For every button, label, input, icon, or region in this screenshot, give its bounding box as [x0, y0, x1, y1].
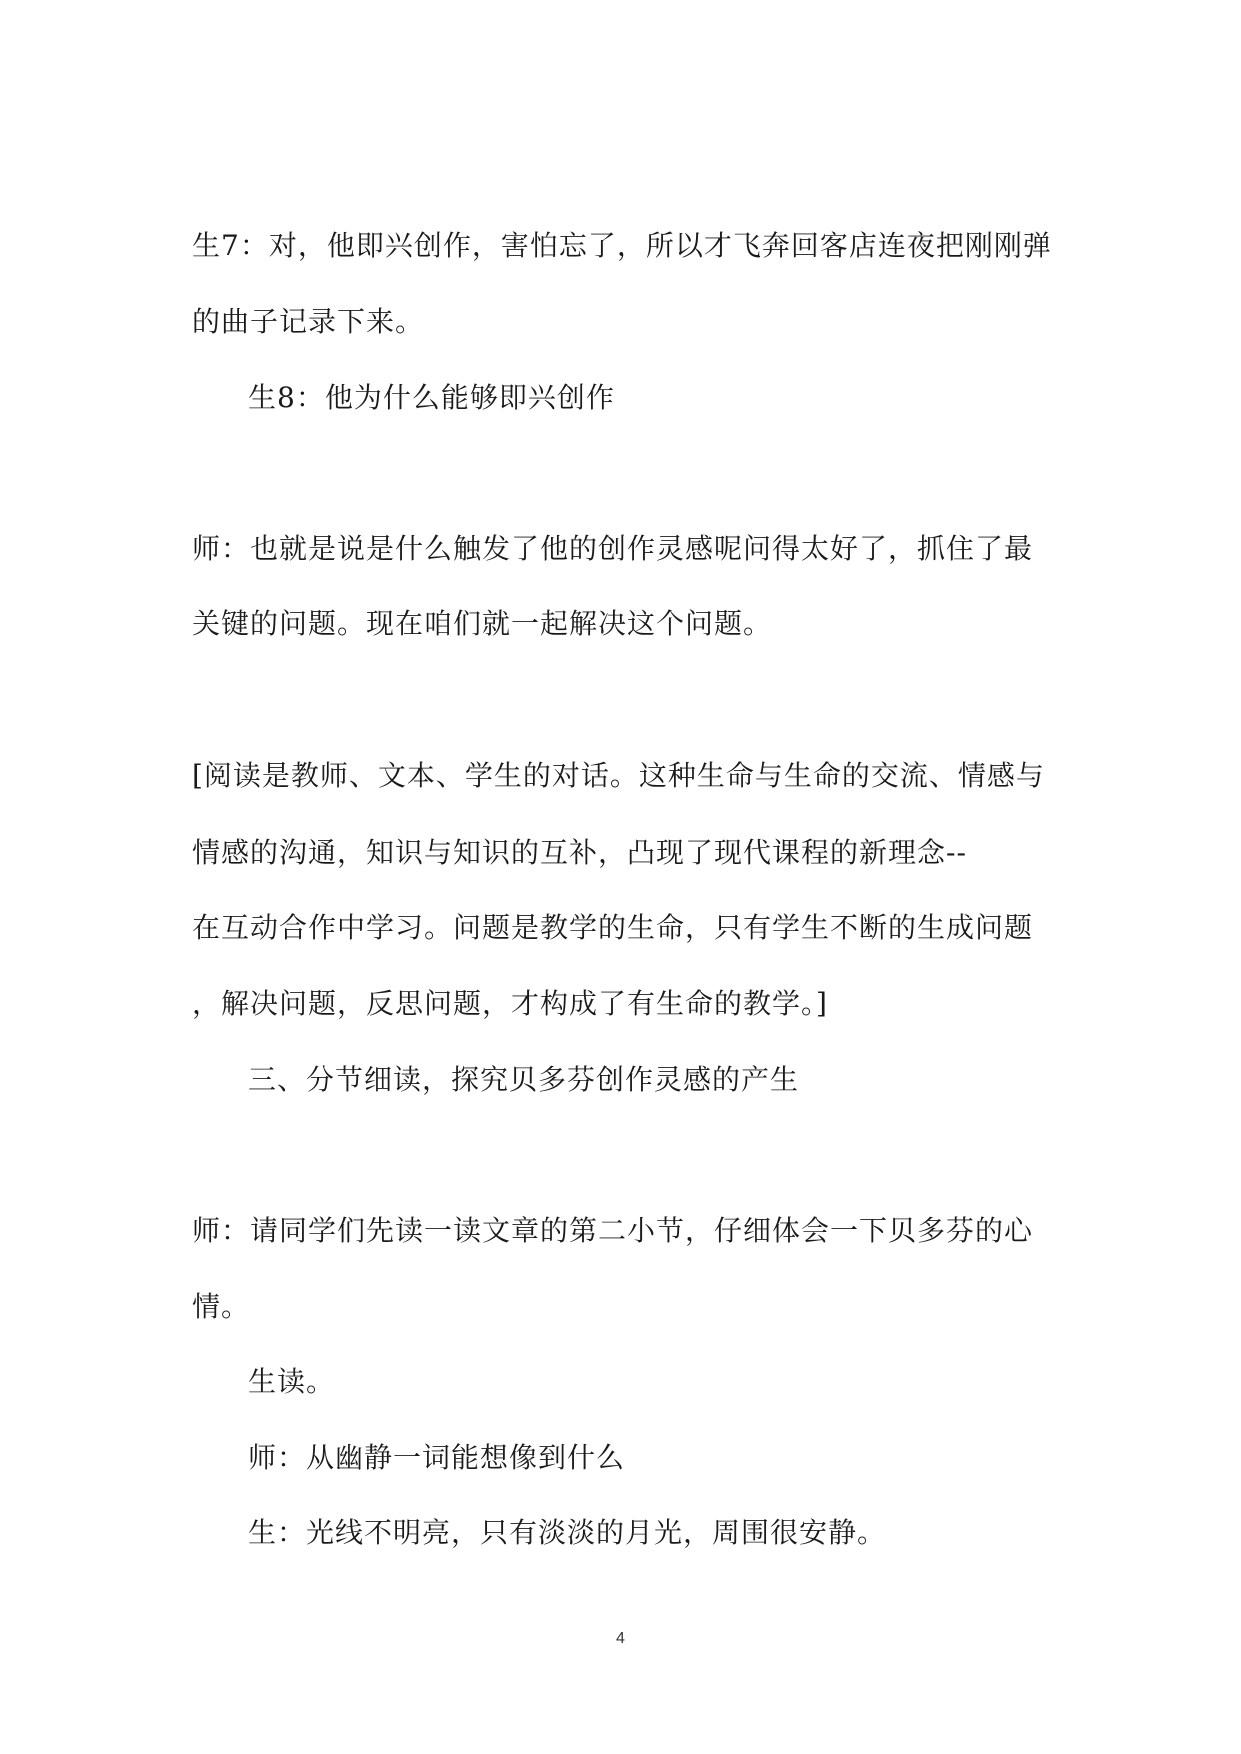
text-line: 生读。	[248, 1365, 336, 1398]
text-line: 情感的沟通，知识与知识的互补，凸现了现代课程的新理念--	[192, 836, 967, 869]
page-number: 4	[616, 1630, 625, 1647]
text-line: 师：请同学们先读一读文章的第二小节，仔细体会一下贝多芬的心	[192, 1214, 1034, 1247]
text-line: 生：光线不明亮，只有淡淡的月光，周围很安静。	[248, 1516, 887, 1549]
text-line: [阅读是教师、文本、学生的对话。这种生命与生命的交流、情感与	[192, 759, 1045, 792]
text-line: 在互动合作中学习。问题是教学的生命，只有学生不断的生成问题	[192, 911, 1034, 944]
text-line: 关键的问题。现在咱们就一起解决这个问题。	[192, 607, 773, 640]
text-line: 师：从幽静一词能想像到什么	[248, 1441, 626, 1474]
section-heading: 三、分节细读，探究贝多芬创作灵感的产生	[248, 1063, 800, 1096]
text-line: 情。	[192, 1290, 251, 1323]
text-line: 师：也就是说是什么触发了他的创作灵感呢问得太好了，抓住了最	[192, 532, 1034, 565]
text-line: 生8：他为什么能够即兴创作	[248, 381, 615, 414]
text-line: 生7：对，他即兴创作，害怕忘了，所以才飞奔回客店连夜把刚刚弹	[192, 229, 1052, 262]
text-line: 的曲子记录下来。	[192, 305, 425, 338]
text-line: ，解决问题，反思问题，才构成了有生命的教学。]	[192, 987, 828, 1020]
